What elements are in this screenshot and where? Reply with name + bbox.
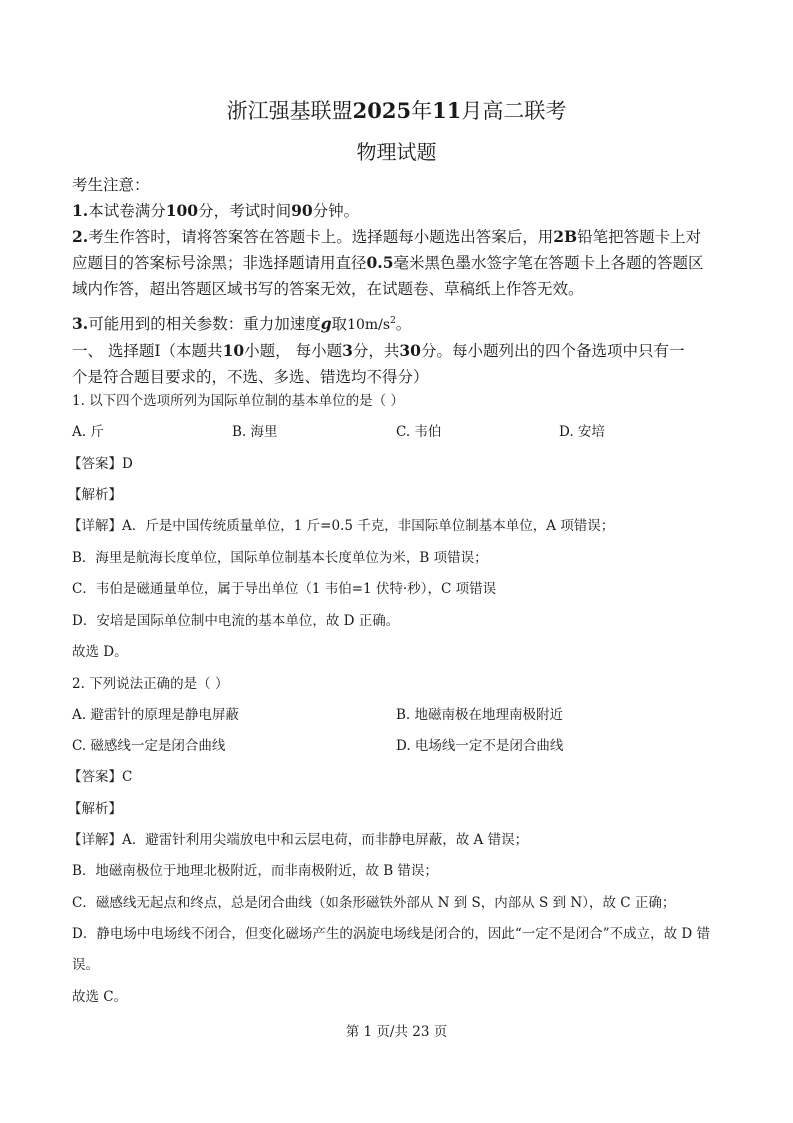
notice-section [72, 172, 732, 338]
section-text: 一、 选择题Ⅰ（本题共 [72, 342, 223, 360]
notice-item-2-line-3: 域内作答，超出答题区域书写的答案无效，在试题卷、草稿纸上作答无效。 [72, 280, 584, 298]
notice-text: 分，考试时间 [198, 202, 292, 220]
option-b: B. 地磁南极在地理南极附近 [396, 707, 564, 723]
option-a: A. 避雷针的原理是静电屏蔽 [72, 707, 239, 723]
notice-pencil: 2B [553, 227, 578, 246]
section-heading [72, 338, 732, 390]
item-number: 3. [72, 314, 89, 334]
detail-text: B．地磁南极位于地理北极附近，而非南极附近，故 B 错误； [72, 863, 438, 879]
option-c: C. 韦伯 [396, 424, 442, 440]
detail-text: C．韦伯是磁通量单位，属于导出单位（1 韦伯=1 伏特·秒），C 项错误 [72, 581, 497, 597]
conclusion-line [72, 641, 732, 663]
section-line-2: 个是符合题目要求的，不选、多选、错选均不得分） [72, 368, 429, 386]
option-a: A. 斤 [72, 424, 104, 440]
notice-text: 本试卷满分 [88, 202, 166, 220]
analysis-label [68, 798, 728, 820]
item-number: 2. [72, 227, 89, 246]
detail-line [72, 892, 732, 914]
notice-text: 取 [331, 315, 348, 334]
option-b: B. 海里 [232, 424, 278, 440]
item-number: 1. [72, 201, 89, 220]
detail-line [72, 578, 732, 600]
gravity-value: 10m/s [347, 317, 391, 334]
answer-label [68, 453, 728, 475]
detail-text: 【详解】A．斤是中国传统质量单位，1 斤=0.5 千克，非国际单位制基本单位，A 项错误； [68, 518, 615, 534]
detail-text: B．海里是航海长度单位，国际单位制基本长度单位为米，B 项错误； [72, 550, 488, 566]
option-d: D. 安培 [559, 424, 605, 440]
conclusion-text: 故选 C。 [72, 989, 128, 1005]
answer-text: 【答案】C [68, 769, 133, 785]
detail-line [72, 860, 732, 882]
detail-line [72, 610, 732, 632]
question-2 [72, 673, 732, 695]
analysis-label [68, 484, 728, 506]
question-stem: 2. 下列说法正确的是（ ） [72, 676, 229, 692]
gravity-exponent: 2 [390, 316, 396, 326]
symbol-g: g [320, 314, 332, 334]
question-1-options [72, 421, 732, 443]
question-2-options-row-1 [72, 704, 732, 726]
page-title [0, 96, 793, 126]
detail-line [72, 923, 732, 945]
detail-line [72, 954, 732, 976]
title-month: 11 [432, 98, 462, 123]
notice-diameter: 0.5 [366, 253, 394, 272]
title-part: 浙江强基联盟 [226, 99, 353, 123]
option-d: D. 电场线一定不是闭合曲线 [396, 738, 564, 754]
notice-item-2-line-2 [72, 250, 732, 276]
detail-text: 【详解】A．避雷针利用尖端放电中和云层电荷，而非静电屏蔽，故 A 错误； [68, 832, 529, 848]
question-count: 10 [222, 341, 245, 360]
detail-text: D．安培是国际单位制中电流的基本单位，故 D 正确。 [72, 613, 400, 629]
notice-text: 考生作答时，请将答案答在答题卡上。选择题每小题选出答案后，用 [88, 228, 554, 246]
analysis-text: 【解析】 [68, 487, 122, 503]
notice-text: 。 [395, 315, 412, 334]
notice-item-2 [72, 224, 732, 250]
notice-text: 可能用到的相关参数：重力加速度 [88, 315, 321, 334]
notice-item-3 [72, 308, 732, 338]
notice-heading: 考生注意： [72, 176, 150, 194]
detail-line [72, 547, 732, 569]
points-each: 3 [342, 341, 353, 360]
analysis-text: 【解析】 [68, 801, 122, 817]
detail-text: C．磁感线无起点和终点，总是闭合曲线（如条形磁铁外部从 N 到 S，内部从 S 到 N），故 C 正确； [72, 895, 676, 911]
title-year: 2025 [352, 98, 412, 123]
notice-time: 90 [291, 201, 313, 220]
notice-text: 铅笔把答题卡上对 [577, 228, 702, 246]
answer-label [68, 766, 728, 788]
answer-text: 【答案】D [68, 456, 133, 472]
option-c: C. 磁感线一定是闭合曲线 [72, 738, 226, 754]
section-text: 分，共 [352, 342, 400, 360]
points-total: 30 [399, 341, 421, 360]
conclusion-line [72, 986, 732, 1008]
question-stem: 1. 以下四个选项所列为国际单位制的基本单位的是（ ） [72, 393, 404, 409]
page-footer: 第 1 页/共 23 页 [345, 1024, 448, 1040]
section-text: 小题， 每小题 [244, 342, 343, 360]
detail-text: 误。 [72, 957, 99, 973]
notice-text: 应题目的答案标号涂黑；非选择题请用直径 [72, 254, 367, 272]
title-part: 年 [411, 99, 433, 123]
section-line-1 [72, 338, 732, 364]
question-1 [72, 390, 732, 412]
notice-text: 毫米黑色墨水签字笔在答题卡上各题的答题区 [393, 254, 704, 272]
notice-item-1 [72, 198, 732, 224]
question-2-options-row-2 [72, 735, 732, 757]
detail-line [68, 829, 728, 851]
detail-text: D．静电场中电场线不闭合，但变化磁场产生的涡旋电场线是闭合的，因此“一定不是闭合”不成立，故 D 错 [72, 926, 711, 942]
conclusion-text: 故选 D。 [72, 644, 128, 660]
notice-score: 100 [165, 201, 199, 220]
title-part: 月高二联考 [461, 99, 567, 123]
detail-line [68, 515, 728, 537]
page-subtitle: 物理试题 [356, 140, 437, 164]
notice-text: 分钟。 [312, 202, 360, 220]
section-text: 分。每小题列出的四个备选项中只有一 [420, 342, 685, 360]
